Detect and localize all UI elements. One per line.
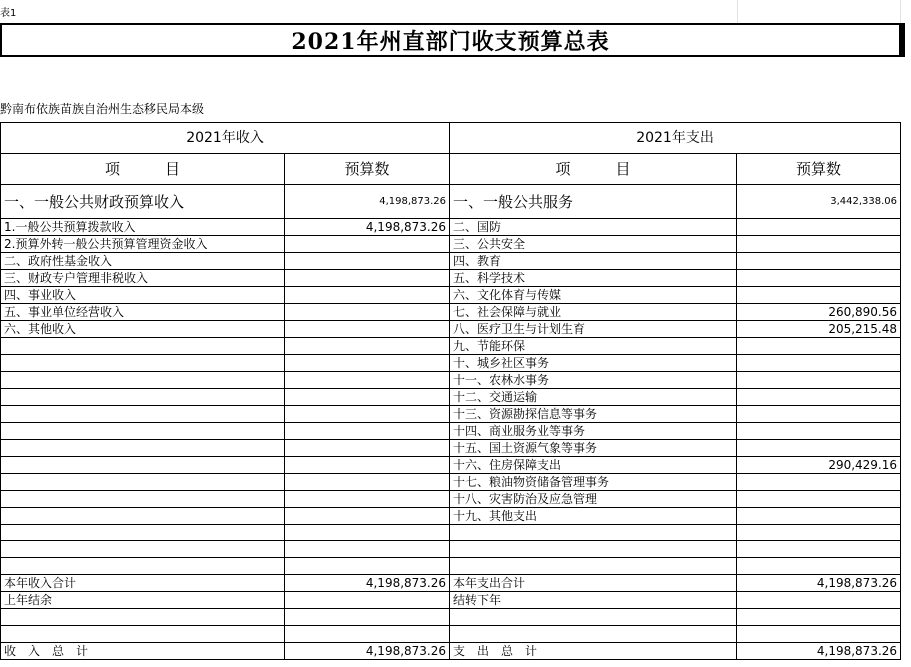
income-value-cell: 4,198,873.26	[285, 219, 450, 236]
income-value-cell	[285, 287, 450, 304]
income-item-cell	[1, 508, 285, 525]
expense-item-cell: 十三、资源勘探信息等事务	[450, 406, 737, 423]
expense-item-cell	[450, 541, 737, 558]
income-item-cell: 三、财政专户管理非税收入	[1, 270, 285, 287]
table-row	[1, 185, 901, 219]
table-row	[1, 525, 901, 541]
income-value-cell	[285, 304, 450, 321]
income-value-cell	[285, 609, 450, 626]
income-value-cell	[285, 355, 450, 372]
expense-item-cell: 九、节能环保	[450, 338, 737, 355]
expense-item-cell: 十五、国土资源气象等事务	[450, 440, 737, 457]
table-row	[1, 457, 901, 474]
expense-value-cell	[737, 491, 901, 508]
expense-value-cell: 4,198,873.26	[737, 643, 901, 660]
expense-value-cell	[737, 219, 901, 236]
income-item-cell	[1, 525, 285, 541]
income-value-cell	[285, 253, 450, 270]
income-value-cell	[285, 440, 450, 457]
expense-item-cell: 十二、交通运输	[450, 389, 737, 406]
table-row	[1, 406, 901, 423]
expense-item-cell	[450, 558, 737, 575]
expense-value-cell	[737, 389, 901, 406]
header-row-columns	[1, 154, 901, 185]
table-row	[1, 541, 901, 558]
income-item-cell: 2.预算外转一般公共预算管理资金收入	[1, 236, 285, 253]
table-row	[1, 355, 901, 372]
expense-item-cell: 十四、商业服务业等事务	[450, 423, 737, 440]
income-budget-header: 预算数	[285, 154, 450, 185]
expense-item-cell: 十、城乡社区事务	[450, 355, 737, 372]
expense-value-cell	[737, 355, 901, 372]
income-item-cell: 本年收入合计	[1, 575, 285, 592]
income-value-cell	[285, 389, 450, 406]
income-value-cell	[285, 372, 450, 389]
income-value-cell	[285, 321, 450, 338]
expense-value-cell: 260,890.56	[737, 304, 901, 321]
table-row	[1, 643, 901, 660]
income-item-cell: 二、政府性基金收入	[1, 253, 285, 270]
income-value-cell	[285, 508, 450, 525]
expense-item-cell: 五、科学技术	[450, 270, 737, 287]
table-row	[1, 219, 901, 236]
table-row	[1, 304, 901, 321]
income-item-cell	[1, 372, 285, 389]
table-row	[1, 575, 901, 592]
income-item-cell: 1.一般公共预算拨款收入	[1, 219, 285, 236]
income-value-cell	[285, 491, 450, 508]
expense-budget-header: 预算数	[737, 154, 901, 185]
expense-value-cell	[737, 253, 901, 270]
expense-header: 2021年支出	[450, 123, 901, 154]
income-value-cell	[285, 592, 450, 609]
table-row	[1, 558, 901, 575]
expense-item-cell	[450, 525, 737, 541]
expense-item-cell	[450, 626, 737, 643]
income-item-cell: 四、事业收入	[1, 287, 285, 304]
table-row	[1, 508, 901, 525]
expense-value-cell	[737, 525, 901, 541]
income-item-cell	[1, 389, 285, 406]
sheet-gridline	[900, 0, 901, 23]
unit-name: 黔南布依族苗族自治州生态移民局本级	[0, 102, 205, 116]
income-value-cell	[285, 270, 450, 287]
sheet-label: 表1	[0, 8, 17, 19]
income-item-cell: 五、事业单位经营收入	[1, 304, 285, 321]
income-value-cell	[285, 236, 450, 253]
income-item-cell	[1, 609, 285, 626]
income-value-cell	[285, 525, 450, 541]
income-item-cell	[1, 423, 285, 440]
income-value-cell	[285, 474, 450, 491]
expense-value-cell	[737, 558, 901, 575]
expense-item-cell: 二、国防	[450, 219, 737, 236]
expense-value-cell	[737, 270, 901, 287]
income-item-cell	[1, 406, 285, 423]
expense-value-cell: 4,198,873.26	[737, 575, 901, 592]
table-body	[1, 185, 901, 660]
income-item-cell: 六、其他收入	[1, 321, 285, 338]
expense-item-cell: 一、一般公共服务	[450, 185, 737, 219]
expense-item-header: 项 目	[450, 154, 737, 185]
header-row-section	[1, 123, 901, 154]
income-item-cell	[1, 440, 285, 457]
income-item-cell: 一、一般公共财政预算收入	[1, 185, 285, 219]
budget-table	[0, 122, 901, 660]
expense-value-cell: 290,429.16	[737, 457, 901, 474]
income-item-cell	[1, 338, 285, 355]
table-row	[1, 423, 901, 440]
income-value-cell	[285, 626, 450, 643]
income-item-cell	[1, 541, 285, 558]
expense-item-cell: 六、文化体育与传媒	[450, 287, 737, 304]
income-item-cell	[1, 474, 285, 491]
expense-item-cell: 八、医疗卫生与计划生育	[450, 321, 737, 338]
expense-value-cell	[737, 508, 901, 525]
income-item-cell: 收 入 总 计	[1, 643, 285, 660]
expense-value-cell	[737, 372, 901, 389]
expense-value-cell	[737, 236, 901, 253]
expense-item-cell: 十六、住房保障支出	[450, 457, 737, 474]
table-row	[1, 321, 901, 338]
expense-item-cell: 十一、农林水事务	[450, 372, 737, 389]
expense-item-cell: 十七、粮油物资储备管理事务	[450, 474, 737, 491]
title-box	[0, 23, 901, 57]
page-title: 2021年州直部门收支预算总表	[291, 28, 610, 55]
table-row	[1, 626, 901, 643]
expense-item-cell: 三、公共安全	[450, 236, 737, 253]
expense-value-cell: 205,215.48	[737, 321, 901, 338]
expense-item-cell: 结转下年	[450, 592, 737, 609]
expense-item-cell: 四、教育	[450, 253, 737, 270]
expense-value-cell: 3,442,338.06	[737, 185, 901, 219]
table-row	[1, 474, 901, 491]
sheet-gridline	[737, 0, 738, 23]
table-row	[1, 372, 901, 389]
income-value-cell: 4,198,873.26	[285, 185, 450, 219]
income-item-cell	[1, 558, 285, 575]
expense-value-cell	[737, 423, 901, 440]
expense-value-cell	[737, 609, 901, 626]
table-row	[1, 592, 901, 609]
expense-value-cell	[737, 592, 901, 609]
expense-value-cell	[737, 287, 901, 304]
income-header: 2021年收入	[1, 123, 450, 154]
income-item-cell	[1, 626, 285, 643]
table-row	[1, 440, 901, 457]
income-item-cell	[1, 457, 285, 474]
expense-item-cell: 十九、其他支出	[450, 508, 737, 525]
income-item-header: 项 目	[1, 154, 285, 185]
expense-item-cell	[450, 609, 737, 626]
table-row	[1, 338, 901, 355]
expense-value-cell	[737, 406, 901, 423]
expense-value-cell	[737, 474, 901, 491]
expense-value-cell	[737, 440, 901, 457]
income-item-cell: 上年结余	[1, 592, 285, 609]
expense-item-cell: 本年支出合计	[450, 575, 737, 592]
table-row	[1, 253, 901, 270]
income-item-cell	[1, 491, 285, 508]
income-item-cell	[1, 355, 285, 372]
income-value-cell	[285, 338, 450, 355]
income-value-cell	[285, 457, 450, 474]
expense-value-cell	[737, 541, 901, 558]
income-value-cell	[285, 406, 450, 423]
table-row	[1, 389, 901, 406]
income-value-cell: 4,198,873.26	[285, 575, 450, 592]
expense-item-cell: 七、社会保障与就业	[450, 304, 737, 321]
expense-item-cell: 支 出 总 计	[450, 643, 737, 660]
expense-value-cell	[737, 626, 901, 643]
expense-item-cell: 十八、灾害防治及应急管理	[450, 491, 737, 508]
table-row	[1, 609, 901, 626]
table-row	[1, 287, 901, 304]
income-value-cell: 4,198,873.26	[285, 643, 450, 660]
income-value-cell	[285, 541, 450, 558]
income-value-cell	[285, 423, 450, 440]
table-row	[1, 491, 901, 508]
table-row	[1, 270, 901, 287]
income-value-cell	[285, 558, 450, 575]
expense-value-cell	[737, 338, 901, 355]
table-row	[1, 236, 901, 253]
